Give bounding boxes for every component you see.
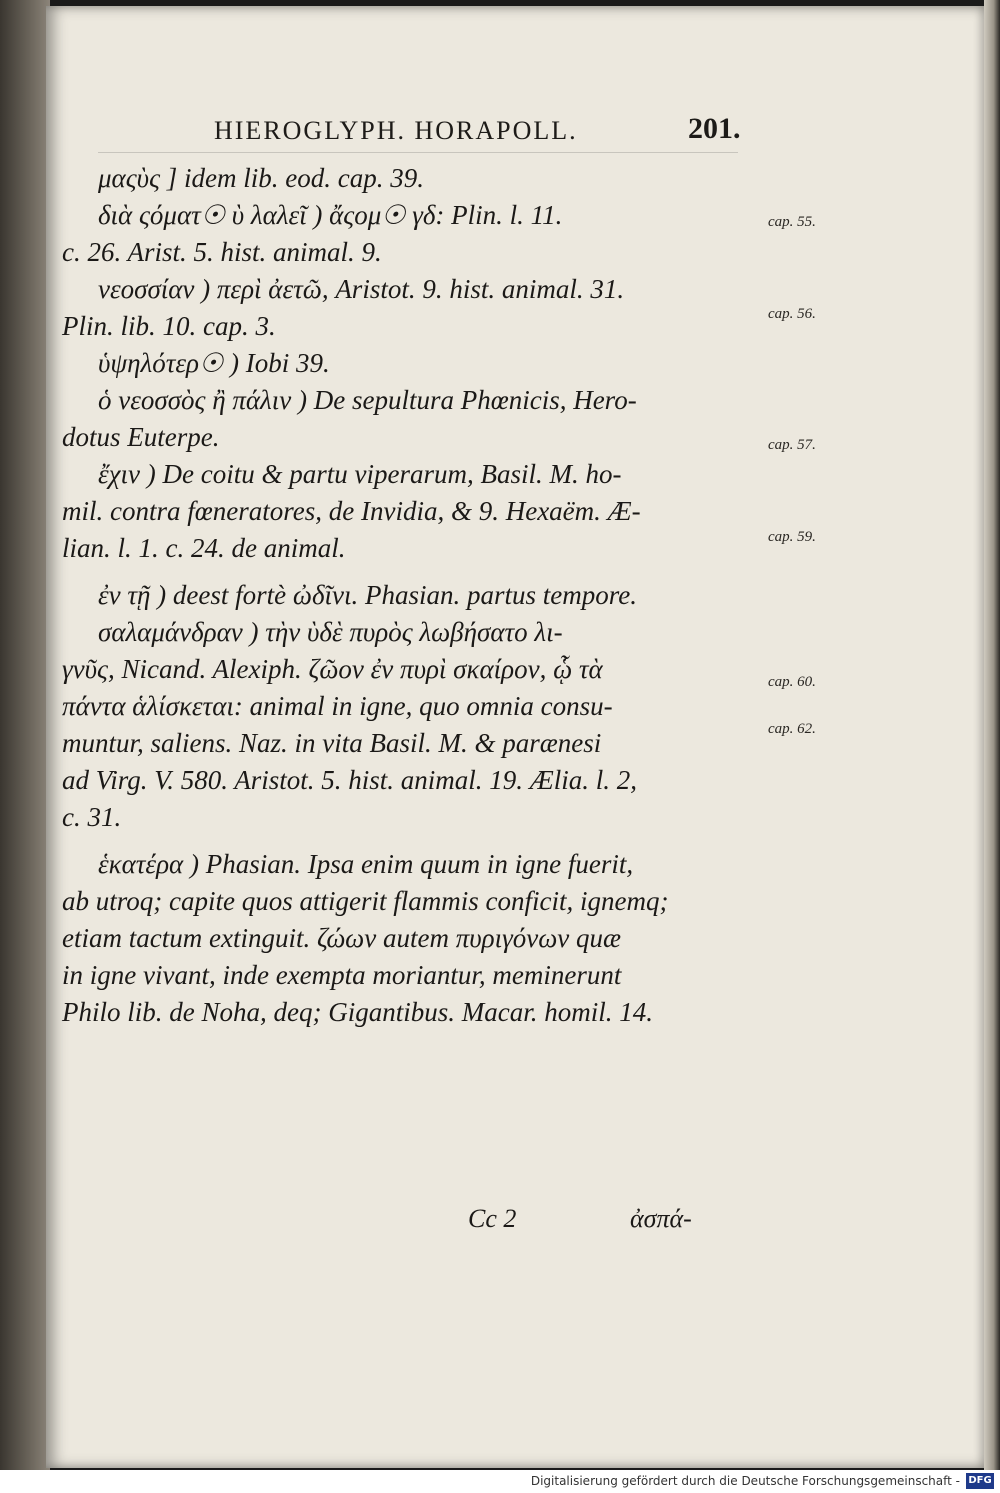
text-line: μαςὺς ] idem lib. eod. cap. 39. (98, 163, 424, 193)
text-line: muntur, saliens. Naz. in vita Basil. M. & parænesi (62, 728, 602, 758)
text-line: ab utroq; capite quos attigerit flammis conficit, ignemq; (62, 886, 669, 916)
text-line: in igne vivant, inde exempta moriantur, meminerunt (62, 960, 622, 990)
text-line: ad Virg. V. 580. Aristot. 5. hist. animal. 19. Ælia. l. 2, (62, 765, 638, 795)
margin-note: cap. 59. (768, 529, 816, 545)
page-edge-right (984, 0, 1000, 1470)
text-line: mil. contra fœneratores, de Invidia, & 9. Hexaëm. Æ- (62, 496, 641, 526)
text-line: ἐν τῇ ) deest fortè ὠδῖνι. Phasian. partus tempore. (98, 580, 637, 610)
signature-mark: Cc 2 (468, 1204, 517, 1233)
digitization-notice: Digitalisierung gefördert durch die Deutsche Forschungsgemeinschaft - (530, 1474, 960, 1488)
text-line: γνῦς, Nicand. Alexiph. ζῶον ἐν πυρὶ σκαίρον, ᾧ τὰ (62, 654, 603, 684)
book-spine-left (0, 0, 50, 1470)
margin-note: cap. 57. (768, 437, 816, 453)
text-line: Plin. lib. 10. cap. 3. (62, 311, 276, 341)
catchword: ἀσπά- (630, 1204, 692, 1233)
text-line: νεοσσίαν ) περὶ ἀετῶ, Aristot. 9. hist. animal. 31. (98, 274, 625, 304)
text-line: ὁ νεοσσὸς ἢ πάλιν ) De sepultura Phœnicis, Hero- (98, 385, 637, 415)
text-line: etiam tactum extinguit. ζώων autem πυριγόνων quæ (62, 923, 622, 953)
digitization-footer (0, 1470, 1000, 1493)
margin-note: cap. 62. (768, 721, 816, 737)
page-number: 201. (688, 112, 741, 145)
header-rule (98, 152, 738, 153)
margin-note: cap. 55. (768, 214, 816, 230)
text-line: σαλαμάνδραν ) τὴν ὺδὲ πυρὸς λωβήσατο λι- (98, 617, 563, 647)
dfg-logo-icon: DFG (966, 1473, 994, 1489)
text-line: c. 26. Arist. 5. hist. animal. 9. (62, 237, 382, 267)
text-line: ἑκατέρα ) Phasian. Ipsa enim quum in igne fuerit, (98, 849, 634, 879)
text-line: διὰ ςόματ☉ ὺ λαλεῖ ) ἄςομ☉ γδ: Plin. l. 11. (98, 200, 563, 230)
margin-note: cap. 60. (768, 674, 816, 690)
text-line: ἔχιν ) De coitu & partu viperarum, Basil. M. ho- (98, 459, 622, 489)
text-line: lian. l. 1. c. 24. de animal. (62, 533, 346, 563)
text-line: ὑψηλότερ☉ ) Iobi 39. (98, 348, 330, 378)
text-line: dotus Euterpe. (62, 422, 220, 452)
body-text (62, 160, 742, 1031)
text-line: c. 31. (62, 802, 122, 832)
text-line: Philo lib. de Noha, deq; Gigantibus. Macar. homil. 14. (62, 997, 653, 1027)
running-title: HIEROGLYPH. HORAPOLL. (214, 116, 578, 145)
text-line: πάντα ἁλίσκεται: animal in igne, quo omnia consu- (62, 691, 613, 721)
margin-note: cap. 56. (768, 306, 816, 322)
